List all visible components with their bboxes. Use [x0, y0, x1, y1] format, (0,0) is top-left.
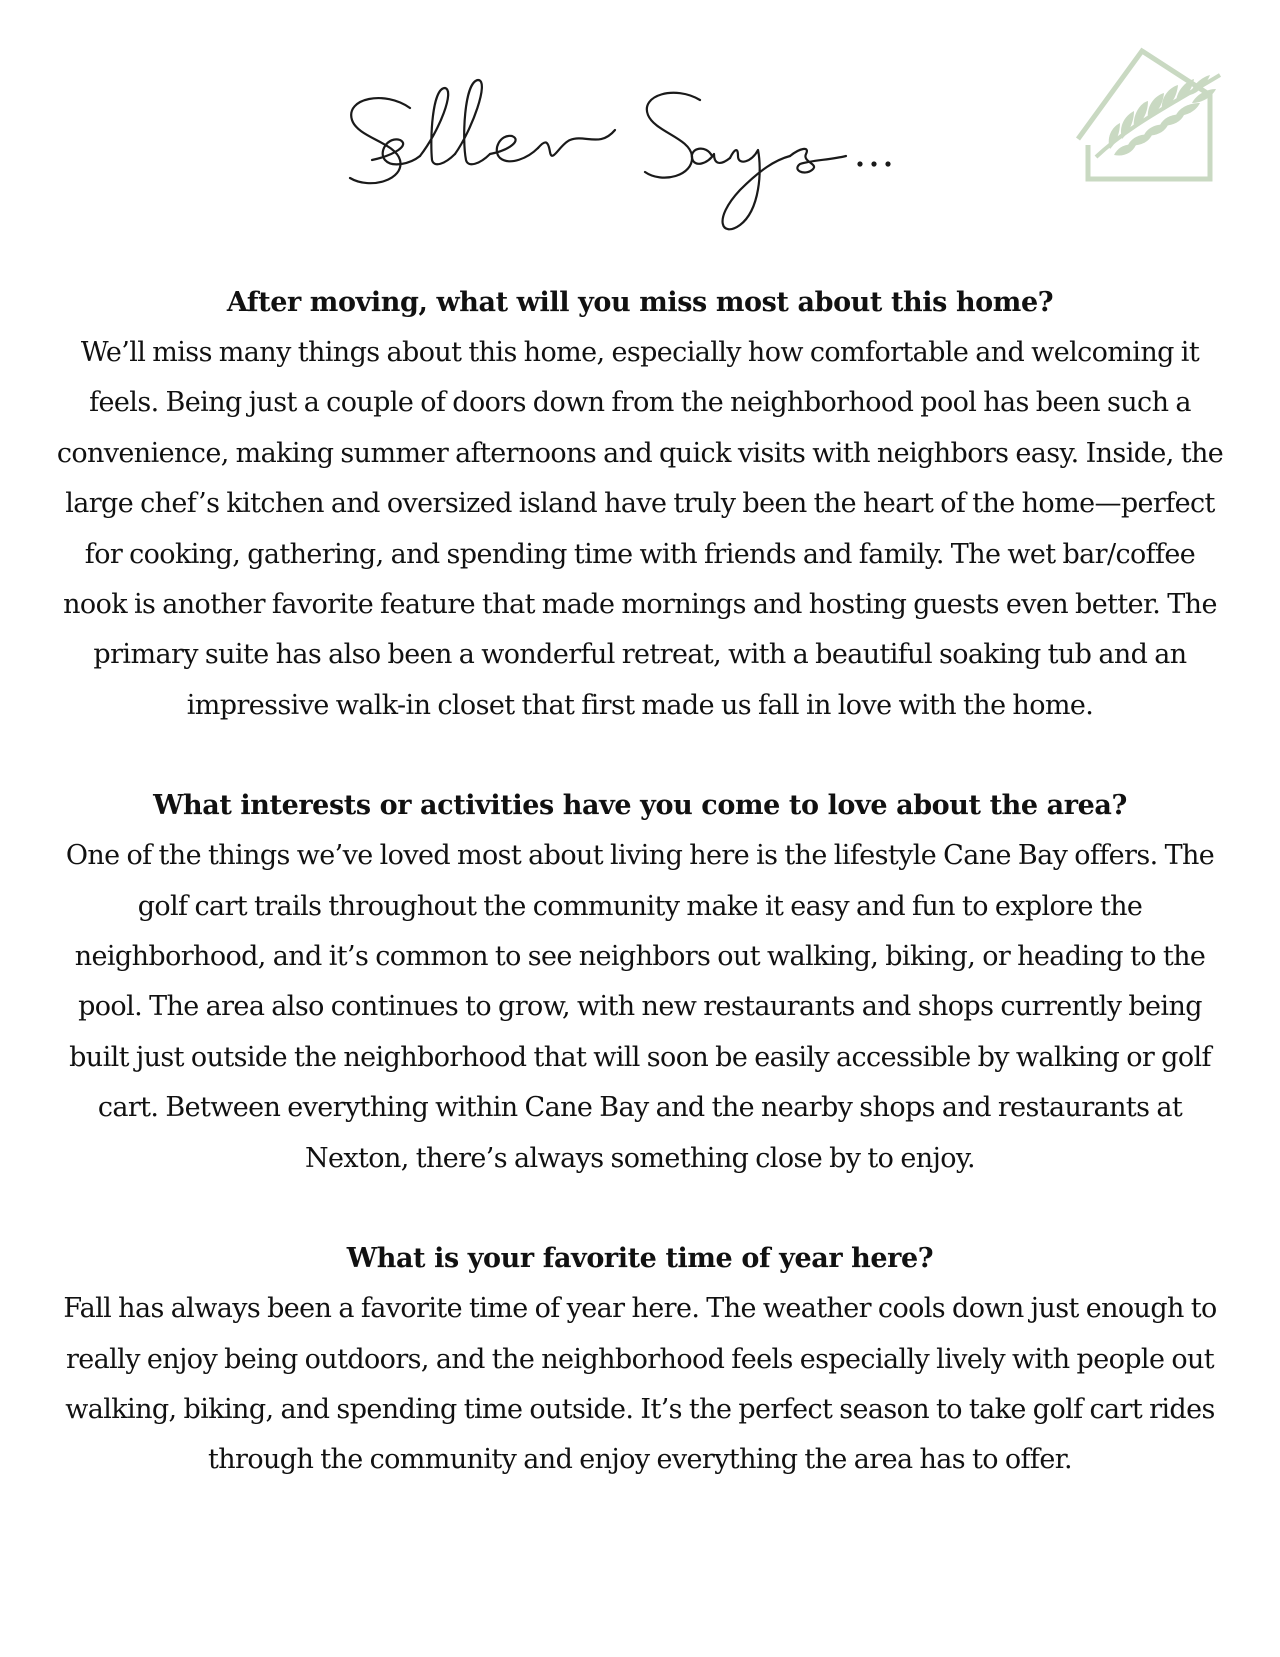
- question-heading: After moving, what will you miss most about this home?: [226, 287, 1054, 318]
- question-heading: What interests or activities have you come to love about the area?: [153, 790, 1127, 822]
- qa-block-favorite-time: [55, 1234, 1225, 1486]
- house-leaf-icon: [1070, 45, 1228, 185]
- question-heading: What is your favorite time of year here?: [346, 1243, 934, 1275]
- qa-block-miss-most: [55, 278, 1225, 731]
- answer-paragraph: We’ll miss many things about this home, especially how comfortable and welcoming it feels. Being just a couple of doors down from the neighborhood pool has been such a convenience, making summer afternoons and quick visits with neighbors easy. Inside, the large chef’s kitchen and oversized island have truly been the heart of the home—perfect for cooking, gathering, and spending time with friends and family. The wet bar/coffee nook is another favorite feature that made mornings and hosting guests even better. The primary suite has also been a wonderful retreat, with a beautiful soaking tub and an impressive walk-in closet that first made us fall in love with the home.: [56, 337, 1224, 721]
- answer-paragraph: One of the things we’ve loved most about living here is the lifestyle Cane Bay offers. The golf cart trails throughout the community make it easy and fun to explore the neighborhood, and it’s common to see neighbors out walking, biking, or heading to the pool. The area also continues to grow, with new restaurants and shops currently being built just outside the neighborhood that will soon be easily accessible by walking or golf cart. Between everything within Cane Bay and the nearby shops and restaurants at Nexton, there’s always something close by to enjoy.: [65, 840, 1215, 1174]
- qa-section: [55, 278, 1225, 1536]
- answer-paragraph: Fall has always been a favorite time of year here. The weather cools down just enough to really enjoy being outdoors, and the neighborhood feels especially lively with people out walking, biking, and spending time outside. It’s the perfect season to take golf cart rides through the community and enjoy everything the area has to offer.: [63, 1293, 1217, 1476]
- qa-block-area-activities: [55, 781, 1225, 1184]
